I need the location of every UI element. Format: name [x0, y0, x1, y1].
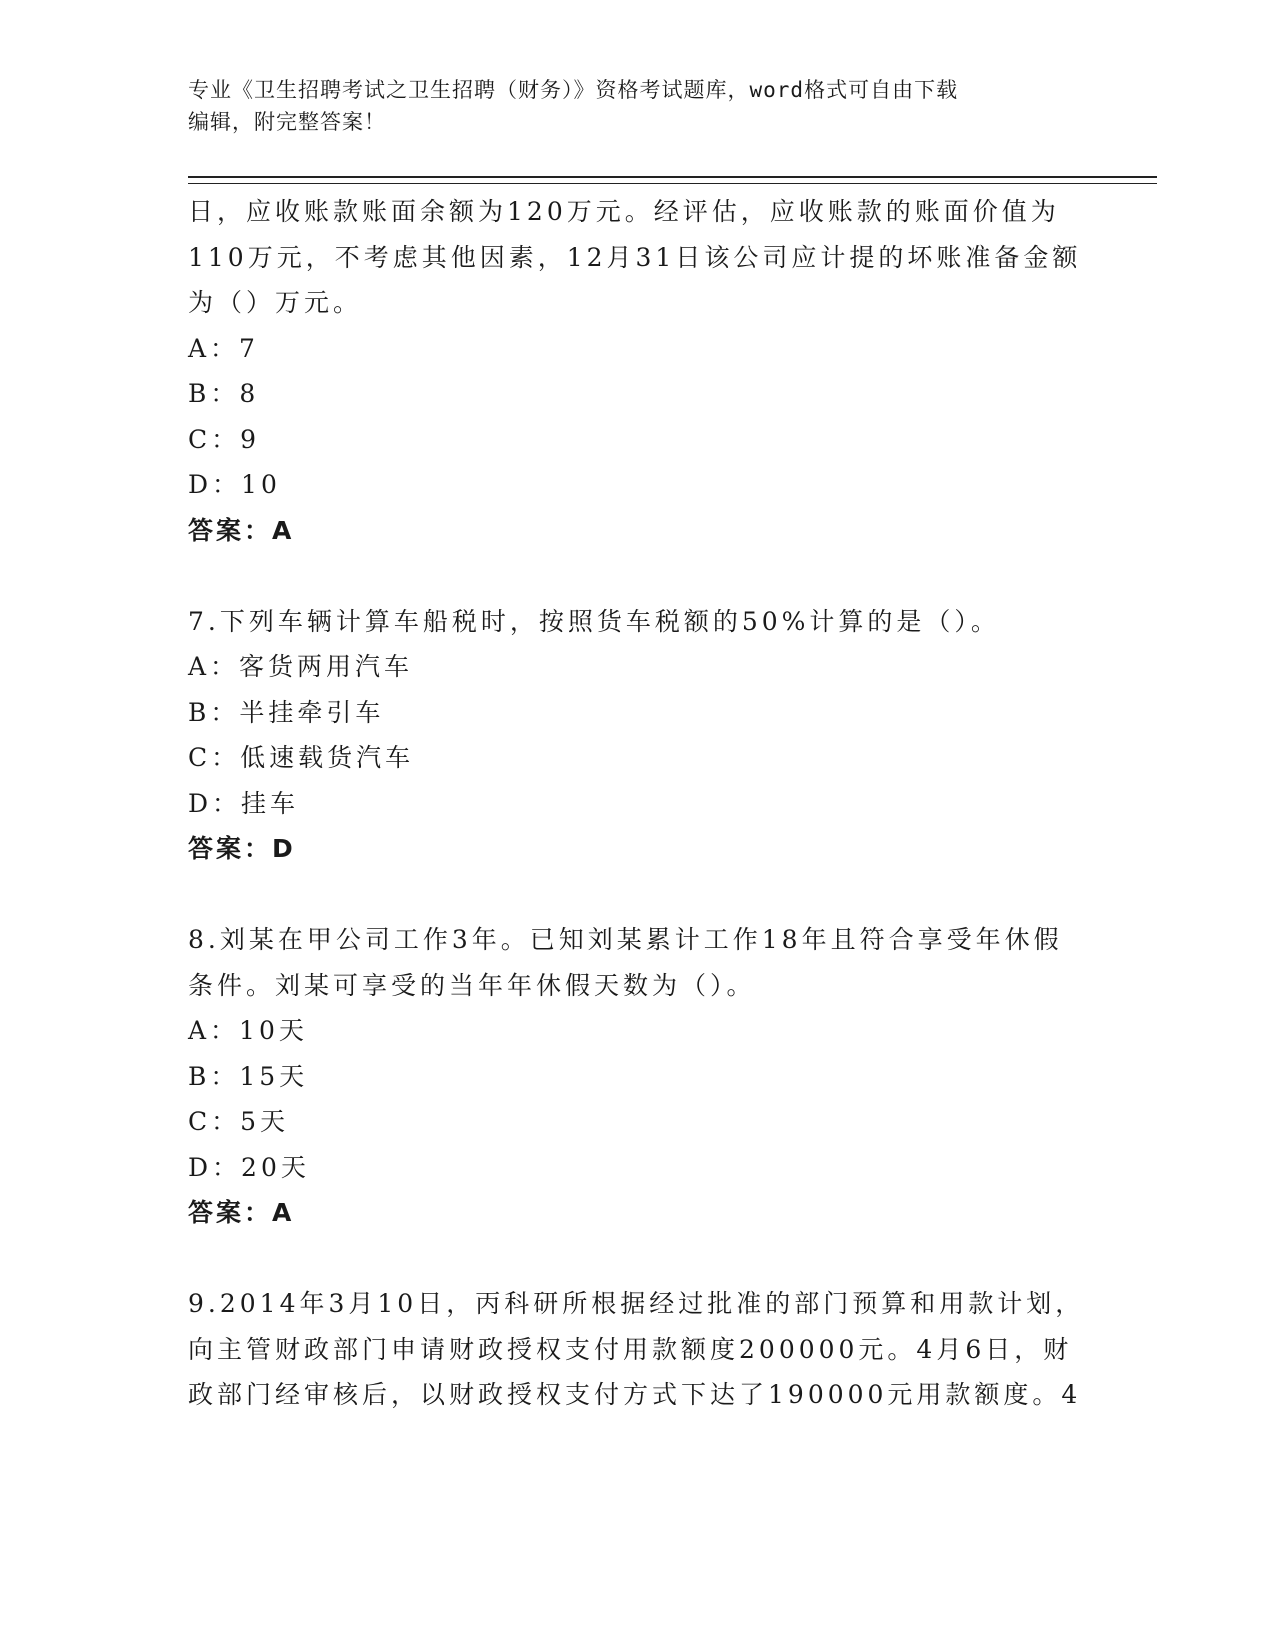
header-rule-thin: [188, 183, 1157, 184]
option-d: D：10: [188, 470, 281, 499]
spacer: [188, 553, 1088, 599]
question-7: [188, 599, 1088, 872]
spacer: [188, 872, 1088, 918]
header-line-2: 编辑，附完整答案！: [188, 110, 386, 134]
header-line-1: 专业《卫生招聘考试之卫生招聘（财务）》资格考试题库，word格式可自由下载: [188, 78, 959, 102]
answer-line: 答案：D: [188, 834, 296, 863]
option-b: B：15天: [188, 1061, 309, 1091]
question-stem-line: 7.下列车辆计算车船税时，按照货车税额的50%计算的是（）。: [188, 606, 1000, 636]
question-6: [188, 189, 1088, 553]
answer-line: 答案：A: [188, 515, 295, 545]
option-c: C：低速载货汽车: [188, 743, 415, 772]
question-stem-line: 9.2014年3月10日，丙科研所根据经过批准的部门预算和用款计划，: [188, 1289, 1085, 1318]
question-content: [188, 189, 1088, 1418]
option-a: A：7: [188, 333, 259, 363]
answer-line: 答案：A: [188, 1198, 295, 1227]
option-a: A：客货两用汽车: [188, 652, 414, 681]
question-stem-line: 为（）万元。: [188, 288, 363, 317]
option-c: C：9: [188, 424, 261, 454]
header-rule-thick: [188, 176, 1157, 178]
option-c: C：5天: [188, 1107, 290, 1136]
question-stem-line: 政部门经审核后，以财政授权支付方式下达了190000元用款额度。4: [188, 1380, 1082, 1409]
question-9: [188, 1281, 1088, 1418]
option-b: B：8: [188, 379, 260, 408]
question-stem-line: 向主管财政部门申请财政授权支付用款额度200000元。4月6日，财: [188, 1334, 1073, 1364]
question-stem-line: 条件。刘某可享受的当年年休假天数为（）。: [188, 970, 756, 1000]
option-d: D：挂车: [188, 788, 300, 818]
question-stem-line: 日，应收账款账面余额为120万元。经评估，应收账款的账面价值为: [188, 197, 1060, 226]
option-b: B：半挂牵引车: [188, 697, 385, 727]
spacer: [188, 1236, 1088, 1282]
question-8: [188, 917, 1088, 1236]
question-stem-line: 110万元，不考虑其他因素，12月31日该公司应计提的坏账准备金额: [188, 242, 1082, 272]
question-stem-line: 8.刘某在甲公司工作3年。已知刘某累计工作18年且符合享受年休假: [188, 925, 1063, 954]
option-d: D：20天: [188, 1152, 310, 1182]
page-header: [188, 74, 1068, 138]
option-a: A：10天: [188, 1016, 308, 1045]
